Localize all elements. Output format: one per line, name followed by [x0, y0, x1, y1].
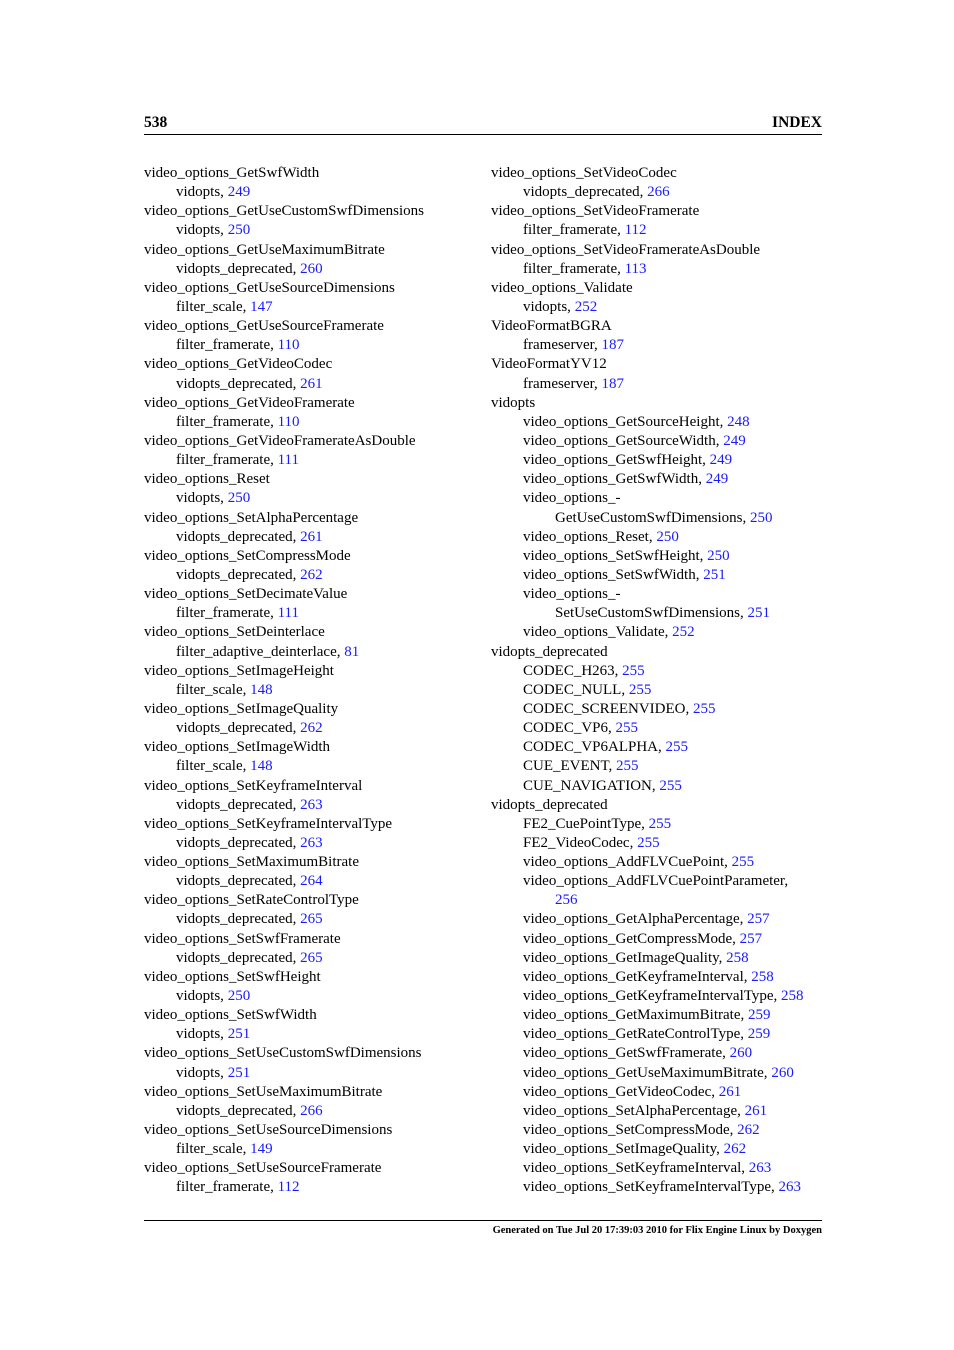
entry-text: video_options_GetUseSourceDimensions — [144, 279, 395, 296]
index-term — [144, 164, 474, 183]
index-term — [144, 968, 474, 987]
index-subentry — [144, 949, 474, 968]
index-term — [144, 470, 474, 489]
index-column-left — [144, 164, 474, 1198]
index-term — [144, 317, 474, 336]
entry-text: VideoFormatBGRA — [491, 318, 612, 335]
page-link[interactable]: 250 — [656, 528, 679, 545]
index-subentry — [491, 566, 831, 585]
index-subentry — [144, 834, 474, 853]
page-link[interactable]: 249 — [227, 184, 251, 201]
page-link[interactable]: 260 — [729, 1045, 753, 1062]
index-subentry — [491, 853, 831, 872]
entry-text: filter_framerate, — [523, 260, 625, 277]
page-link[interactable]: 149 — [250, 1141, 273, 1158]
entry-text: filter_adaptive_deinterlace, — [176, 643, 345, 660]
entry-text: vidopts_deprecated, — [176, 796, 301, 813]
index-subentry — [491, 623, 831, 642]
page-link[interactable]: 251 — [703, 566, 726, 583]
index-subentry — [491, 1159, 831, 1178]
page-link[interactable]: 266 — [300, 1102, 323, 1119]
index-subentry — [144, 336, 474, 355]
index-term — [144, 700, 474, 719]
entry-text: video_options_Validate, — [523, 624, 673, 641]
index-subentry — [491, 489, 831, 508]
index-subentry — [491, 1121, 831, 1140]
page-link[interactable]: 257 — [747, 911, 770, 928]
index-subentry — [144, 489, 474, 508]
index-subentry — [491, 470, 831, 489]
index-subentry — [144, 221, 474, 240]
entry-text: filter_framerate, — [176, 605, 278, 622]
index-subentry — [491, 1006, 831, 1025]
index-term — [491, 643, 831, 662]
page-link[interactable]: 113 — [624, 260, 647, 277]
page-link[interactable]: 263 — [778, 1179, 802, 1196]
entry-text: video_options_SetUseSourceDimensions — [144, 1122, 393, 1139]
index-column-right — [491, 164, 831, 1198]
index-subentry — [491, 451, 831, 470]
index-subentry — [491, 777, 831, 796]
entry-text: video_options_Reset — [144, 471, 270, 488]
entry-text: vidopts_deprecated, — [176, 834, 301, 851]
page-link[interactable]: 250 — [227, 222, 251, 239]
index-subentry — [144, 1025, 474, 1044]
index-subentry — [491, 1140, 831, 1159]
index-term — [491, 279, 831, 298]
entry-text: video_options_SetKeyframeIntervalType — [144, 815, 393, 832]
index-term — [491, 164, 831, 183]
entry-text: video_options_SetAlphaPercentage — [144, 509, 359, 526]
entry-text: video_options_SetRateControlType — [144, 892, 359, 909]
index-subentry — [144, 681, 474, 700]
index-term — [144, 509, 474, 528]
page-link[interactable]: 262 — [300, 566, 323, 583]
entry-text: video_options_SetVideoFramerateAsDouble — [491, 241, 761, 258]
page-link[interactable]: 148 — [250, 758, 273, 775]
entry-text: video_options_GetVideoCodec — [144, 356, 333, 373]
index-subentry — [144, 604, 474, 623]
index-term — [144, 547, 474, 566]
index-subentry — [144, 451, 474, 470]
entry-text: video_options_SetKeyframeInterval, — [523, 1160, 749, 1177]
index-subentry — [491, 260, 831, 279]
page-link[interactable]: 250 — [750, 509, 773, 526]
entry-text: video_options_GetVideoFramerate — [144, 394, 355, 411]
index-subentry — [491, 891, 831, 910]
entry-text: video_options_SetImageQuality, — [523, 1141, 724, 1158]
entry-text: video_options_GetUseMaximumBitrate — [144, 241, 385, 258]
page-link[interactable]: 259 — [747, 1007, 771, 1024]
page-link[interactable]: 255 — [665, 739, 689, 756]
entry-text: video_options_SetDeinterlace — [144, 624, 325, 641]
page-link[interactable]: 266 — [647, 184, 670, 201]
entry-text: video_options_SetSwfHeight — [144, 968, 321, 985]
index-subentry — [491, 662, 831, 681]
index-subentry — [491, 585, 831, 604]
page-link[interactable]: 261 — [718, 1083, 742, 1100]
index-subentry — [144, 413, 474, 432]
entry-text: video_options_GetUseCustomSwfDimensions — [144, 203, 424, 220]
entry-text: filter_framerate, — [176, 337, 278, 354]
index-subentry — [144, 566, 474, 585]
page-link[interactable]: 264 — [300, 873, 323, 890]
entry-text: video_options_SetCompressMode, — [523, 1122, 738, 1139]
page-header — [144, 112, 822, 135]
index-subentry — [491, 987, 831, 1006]
index-term — [144, 662, 474, 681]
entry-text: video_options_SetVideoCodec — [491, 165, 677, 181]
index-term — [144, 279, 474, 298]
page-link[interactable]: 260 — [771, 1064, 794, 1081]
entry-text: frameserver, — [523, 375, 602, 392]
index-term — [144, 1121, 474, 1140]
entry-text: vidopts, — [523, 298, 575, 315]
page-link[interactable]: 255 — [622, 662, 645, 679]
page-link[interactable]: 111 — [277, 452, 299, 469]
page-number: 538 — [144, 114, 168, 131]
entry-text: video_options_- — [523, 490, 621, 507]
index-term — [144, 815, 474, 834]
page-link[interactable]: 251 — [747, 605, 771, 622]
page-link[interactable]: 262 — [737, 1122, 760, 1139]
entry-text: video_options_Reset, — [523, 528, 657, 545]
page-link[interactable]: 258 — [726, 949, 749, 966]
index-term — [144, 1083, 474, 1102]
index-term — [144, 432, 474, 451]
entry-text: VideoFormatYV12 — [491, 356, 607, 373]
index-subentry — [491, 432, 831, 451]
entry-text: filter_scale, — [176, 1141, 251, 1158]
index-term — [144, 202, 474, 221]
page-link[interactable]: 263 — [300, 796, 323, 813]
entry-text: filter_framerate, — [523, 222, 625, 239]
entry-text: GetUseCustomSwfDimensions, — [555, 509, 750, 526]
index-term — [144, 623, 474, 642]
entry-text: FE2_VideoCodec, — [523, 834, 638, 851]
page-link[interactable]: 258 — [751, 968, 774, 985]
index-subentry — [491, 872, 831, 891]
page-link[interactable]: 252 — [574, 298, 598, 315]
index-subentry — [491, 221, 831, 240]
index-subentry — [491, 1102, 831, 1121]
index-term — [144, 241, 474, 260]
entry-text: video_options_GetImageQuality, — [523, 949, 727, 966]
entry-text: vidopts, — [176, 222, 228, 239]
page-link[interactable]: 261 — [744, 1102, 768, 1119]
entry-text: vidopts_deprecated, — [176, 1102, 301, 1119]
entry-text: vidopts_deprecated, — [176, 260, 301, 277]
entry-text: filter_framerate, — [176, 452, 278, 469]
entry-text: vidopts, — [176, 490, 228, 507]
entry-text: vidopts_deprecated — [491, 643, 608, 660]
entry-text: vidopts — [491, 394, 536, 411]
index-term — [491, 355, 831, 374]
page-link[interactable]: 112 — [624, 222, 647, 239]
entry-text: filter_scale, — [176, 681, 251, 698]
index-term — [144, 891, 474, 910]
entry-text: video_options_GetSwfHeight, — [523, 452, 710, 469]
index-subentry — [491, 681, 831, 700]
index-subentry — [144, 1102, 474, 1121]
page-link[interactable]: 250 — [227, 988, 251, 1005]
entry-text: video_options_GetKeyframeIntervalType, — [523, 988, 782, 1005]
page-link[interactable]: 187 — [601, 337, 625, 354]
entry-text: vidopts_deprecated, — [176, 949, 301, 966]
index-subentry — [491, 509, 831, 528]
page-footer — [144, 1220, 822, 1236]
page-link[interactable]: 255 — [659, 777, 682, 794]
index-term — [144, 355, 474, 374]
index-subentry — [144, 1178, 474, 1197]
index-subentry — [491, 834, 831, 853]
entry-text: filter_scale, — [176, 758, 251, 775]
index-subentry — [491, 1064, 831, 1083]
index-subentry — [491, 700, 831, 719]
index-term — [491, 317, 831, 336]
entry-text: video_options_SetSwfWidth — [144, 1007, 317, 1024]
entry-text: video_options_SetSwfWidth, — [523, 566, 704, 583]
page-link[interactable]: 255 — [648, 815, 672, 832]
page-link[interactable]: 112 — [277, 1179, 300, 1196]
index-subentry — [491, 1178, 831, 1197]
section-title: INDEX — [772, 114, 822, 131]
index-term — [144, 1044, 474, 1063]
index-term — [491, 202, 831, 221]
index-subentry — [491, 1083, 831, 1102]
index-subentry — [491, 375, 831, 394]
page-link[interactable]: 249 — [705, 471, 729, 488]
page-link[interactable]: 187 — [601, 375, 625, 392]
page-link[interactable]: 147 — [250, 298, 273, 315]
entry-text: video_options_SetImageQuality — [144, 700, 339, 717]
page-link[interactable]: 258 — [781, 988, 804, 1005]
page-link[interactable]: 263 — [748, 1160, 772, 1177]
entry-text: video_options_SetKeyframeIntervalType, — [523, 1179, 779, 1196]
entry-text: video_options_GetAlphaPercentage, — [523, 911, 748, 928]
entry-text: video_options_- — [523, 586, 621, 603]
index-subentry — [491, 1044, 831, 1063]
page-link[interactable]: 255 — [693, 700, 716, 717]
index-term — [144, 853, 474, 872]
index-term — [144, 585, 474, 604]
index-term — [491, 796, 831, 815]
page-link[interactable]: 262 — [723, 1141, 747, 1158]
index-subentry — [491, 815, 831, 834]
entry-text: filter_scale, — [176, 298, 251, 315]
page-link[interactable]: 261 — [300, 375, 323, 392]
page-link[interactable]: 251 — [227, 1026, 251, 1043]
index-subentry — [491, 968, 831, 987]
index-subentry — [144, 183, 474, 202]
entry-text: frameserver, — [523, 337, 602, 354]
entry-text: video_options_Validate — [491, 279, 633, 296]
page-link[interactable]: 250 — [227, 490, 251, 507]
page-link[interactable]: 249 — [723, 432, 746, 449]
index-subentry — [491, 910, 831, 929]
page-link[interactable]: 255 — [615, 720, 639, 737]
entry-text: filter_framerate, — [176, 1179, 278, 1196]
entry-text: video_options_GetMaximumBitrate, — [523, 1007, 748, 1024]
index-subentry — [491, 336, 831, 355]
entry-text: vidopts_deprecated, — [176, 873, 301, 890]
index-subentry — [144, 757, 474, 776]
page-link[interactable]: 250 — [707, 547, 730, 564]
generated-note: Generated on Tue Jul 20 17:39:03 2010 for Flix Engine Linux by Doxygen — [492, 1225, 822, 1236]
index-subentry — [491, 604, 831, 623]
index-subentry — [144, 528, 474, 547]
page-link[interactable]: 255 — [628, 681, 652, 698]
page-link[interactable]: 148 — [250, 681, 273, 698]
entry-text: vidopts, — [176, 184, 228, 201]
entry-text: vidopts_deprecated — [491, 796, 608, 813]
entry-text: CODEC_NULL, — [523, 681, 629, 698]
entry-text: video_options_GetSwfWidth, — [523, 471, 706, 488]
page-link[interactable]: 257 — [739, 930, 763, 947]
index-subentry — [491, 738, 831, 757]
index-term — [144, 1159, 474, 1178]
index-term — [144, 777, 474, 796]
entry-text: video_options_GetKeyframeInterval, — [523, 968, 752, 985]
entry-text: video_options_AddFLVCuePointParameter, — [523, 873, 789, 890]
entry-text: vidopts, — [176, 988, 228, 1005]
entry-text: video_options_GetCompressMode, — [523, 930, 740, 947]
entry-text: video_options_AddFLVCuePoint, — [523, 854, 732, 871]
entry-text: CODEC_VP6ALPHA, — [523, 739, 666, 756]
index-term — [491, 394, 831, 413]
page-link[interactable]: 261 — [300, 528, 323, 545]
entry-text: vidopts_deprecated, — [176, 911, 301, 928]
entry-text: video_options_GetVideoCodec, — [523, 1083, 719, 1100]
entry-text: video_options_SetCompressMode — [144, 547, 351, 564]
entry-text: vidopts_deprecated, — [523, 184, 648, 201]
entry-text: CODEC_VP6, — [523, 720, 616, 737]
entry-text: vidopts_deprecated, — [176, 375, 301, 392]
entry-text: filter_framerate, — [176, 413, 278, 430]
page-link[interactable]: 263 — [300, 834, 323, 851]
page-link[interactable]: 265 — [300, 911, 323, 928]
index-subentry — [491, 1025, 831, 1044]
index-subentry — [144, 1064, 474, 1083]
index-subentry — [144, 872, 474, 891]
index-subentry — [491, 298, 831, 317]
entry-text: video_options_SetSwfFramerate — [144, 930, 341, 947]
entry-text: video_options_SetVideoFramerate — [491, 203, 700, 220]
index-term — [491, 241, 831, 260]
entry-text: video_options_GetVideoFramerateAsDouble — [144, 432, 416, 449]
entry-text: video_options_GetRateControlType, — [523, 1026, 748, 1043]
index-subentry — [491, 183, 831, 202]
index-subentry — [144, 719, 474, 738]
entry-text: video_options_GetSourceHeight, — [523, 413, 728, 430]
page-link[interactable]: 260 — [300, 260, 323, 277]
entry-text: video_options_SetAlphaPercentage, — [523, 1102, 745, 1119]
entry-text: video_options_GetSwfFramerate, — [523, 1045, 730, 1062]
index-subentry — [491, 413, 831, 432]
index-term — [144, 738, 474, 757]
index-subentry — [491, 528, 831, 547]
entry-text: CUE_EVENT, — [523, 758, 617, 775]
index-subentry — [144, 260, 474, 279]
entry-text: video_options_SetUseCustomSwfDimensions — [144, 1045, 422, 1062]
page-link[interactable]: 265 — [300, 949, 323, 966]
page-link[interactable]: 110 — [277, 413, 300, 430]
entry-text: video_options_GetUseMaximumBitrate, — [523, 1064, 772, 1081]
page-link[interactable]: 251 — [227, 1064, 251, 1081]
entry-text: video_options_GetUseSourceFramerate — [144, 318, 384, 335]
index-subentry — [144, 987, 474, 1006]
entry-text: CODEC_SCREENVIDEO, — [523, 700, 694, 717]
page-link[interactable]: 259 — [747, 1026, 771, 1043]
index-subentry — [144, 796, 474, 815]
entry-text: SetUseCustomSwfDimensions, — [555, 605, 748, 622]
entry-text: video_options_SetImageHeight — [144, 662, 334, 679]
entry-text: FE2_CuePointType, — [523, 815, 649, 832]
entry-text: video_options_GetSourceWidth, — [523, 432, 724, 449]
entry-text: vidopts, — [176, 1026, 228, 1043]
index-subentry — [144, 298, 474, 317]
index-subentry — [491, 757, 831, 776]
page-link[interactable]: 255 — [637, 834, 660, 851]
index-subentry — [144, 375, 474, 394]
entry-text: video_options_GetSwfWidth — [144, 165, 320, 181]
page-link[interactable]: 262 — [300, 720, 323, 737]
index-subentry — [144, 1140, 474, 1159]
page-link[interactable]: 256 — [555, 892, 578, 909]
index-subentry — [491, 949, 831, 968]
index-subentry — [491, 547, 831, 566]
index-subentry — [144, 643, 474, 662]
index-term — [144, 1006, 474, 1025]
page-link[interactable]: 249 — [709, 452, 733, 469]
entry-text: CUE_NAVIGATION, — [523, 777, 660, 794]
entry-text: video_options_SetKeyframeInterval — [144, 777, 363, 794]
entry-text: vidopts_deprecated, — [176, 720, 301, 737]
entry-text: CODEC_H263, — [523, 662, 623, 679]
entry-text: video_options_SetDecimateValue — [144, 586, 348, 603]
index-term — [144, 394, 474, 413]
index-subentry — [144, 910, 474, 929]
entry-text: vidopts_deprecated, — [176, 566, 301, 583]
index-subentry — [491, 930, 831, 949]
entry-text: video_options_SetMaximumBitrate — [144, 854, 359, 871]
page-link[interactable]: 252 — [672, 624, 695, 641]
index-subentry — [491, 719, 831, 738]
page-link[interactable]: 255 — [731, 854, 755, 871]
entry-text: vidopts, — [176, 1064, 228, 1081]
entry-text: video_options_SetImageWidth — [144, 739, 331, 756]
index-term — [144, 930, 474, 949]
entry-text: video_options_SetUseMaximumBitrate — [144, 1083, 383, 1100]
page-link[interactable]: 255 — [616, 758, 639, 775]
entry-text: video_options_SetSwfHeight, — [523, 547, 708, 564]
entry-text: vidopts_deprecated, — [176, 528, 301, 545]
page-link[interactable]: 248 — [727, 413, 750, 430]
page-link[interactable]: 111 — [277, 605, 299, 622]
page-link[interactable]: 81 — [344, 643, 360, 660]
entry-text: video_options_SetUseSourceFramerate — [144, 1160, 382, 1177]
page-link[interactable]: 110 — [277, 337, 300, 354]
